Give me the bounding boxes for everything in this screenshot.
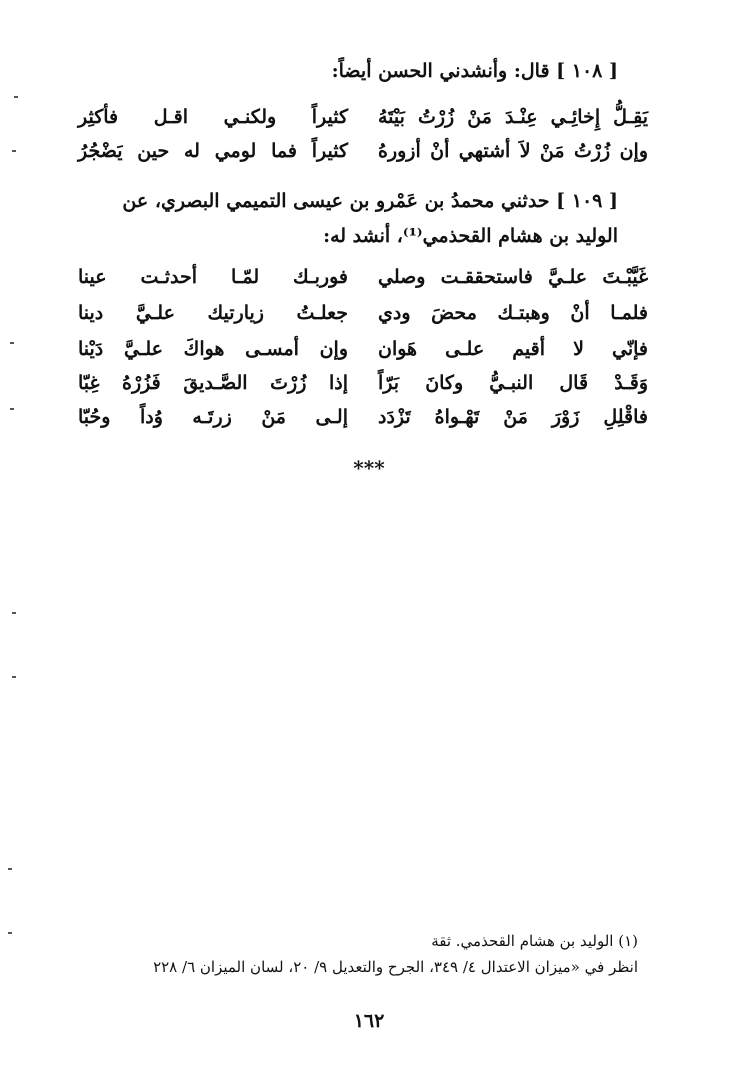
verse-109-1 — [78, 266, 648, 302]
scan-mark — [8, 868, 12, 870]
entry-108-heading: [ ١٠٨ ] قال: وأنشدني الحسن أيضاً: — [331, 60, 618, 82]
verse-first-hemistich: وإن زُرْتُ مَنْ لاَ أشتهي أنْ أزورهُ — [378, 140, 648, 162]
verse-109-4 — [78, 372, 648, 408]
footnote-line-2: انظر في «ميزان الاعتدال ٤/ ٣٤٩، الجرح والتعديل ٩/ ٢٠، لسان الميزان ٦/ ٢٢٨ — [153, 958, 638, 976]
verse-109-2 — [78, 302, 648, 338]
verse-108-1 — [78, 106, 648, 142]
scan-mark — [12, 676, 16, 678]
scan-mark — [8, 932, 12, 934]
verse-first-hemistich: فاقْلِلِ زَوْرَ مَنْ تَهْـواهُ تَزْدَد — [378, 406, 648, 428]
scan-mark — [10, 408, 14, 410]
verse-first-hemistich: وَقَـدْ قَال النبـيُّ وكانَ بَرّاً — [378, 372, 648, 394]
verse-108-2 — [78, 140, 648, 176]
verse-109-5 — [78, 406, 648, 442]
verse-first-hemistich: يَقِـلُّ إِخائِـي عِنْـدَ مَنْ زُرْتُ بَيْتَهُ — [378, 106, 648, 128]
page-number: ١٦٢ — [353, 1010, 385, 1032]
footnote-line-1: (١) الوليد بن هشام القحذمي. ثقة — [431, 932, 638, 950]
verse-first-hemistich: فإنّي لا أقيم علـى هَوان — [378, 338, 648, 360]
scan-mark — [12, 612, 16, 614]
verse-second-hemistich: كثيراً فما لومي له حين يَضْجُرُ — [78, 140, 348, 162]
verse-109-3 — [78, 338, 648, 374]
entry-109-heading-line1: [ ١٠٩ ] حدثني محمدُ بن عَمْرو بن عيسى التميمي البصري، عن — [122, 190, 618, 212]
section-divider: *** — [353, 456, 385, 480]
verse-second-hemistich: فوربـك لمّـا أحدثـت عينا — [78, 266, 348, 288]
verse-first-hemistich: غَيَّبْـتَ علـيَّ فاستحققـت وصلي — [378, 266, 648, 288]
verse-second-hemistich: جعلـتُ زيارتيك علـيَّ دينا — [78, 302, 348, 324]
verse-second-hemistich: وإن أمسـى هواكَ علـيَّ دَيْنا — [78, 338, 348, 360]
verse-first-hemistich: فلمـا أنْ وهبتـك محضَ ودي — [378, 302, 648, 324]
scan-mark — [12, 150, 16, 152]
verse-second-hemistich: كثيراً ولكنـي اقـل فأكثِر — [78, 106, 348, 128]
verse-second-hemistich: إلـى مَنْ زرتَـه وُداً وحُبّا — [78, 406, 348, 428]
entry-109-heading-line2: الوليد بن هشام القحذمي⁽¹⁾، أنشد له: — [323, 225, 618, 247]
scan-mark — [14, 96, 18, 98]
scan-mark — [10, 342, 14, 344]
verse-second-hemistich: إذا زُرْتَ الصَّـديقَ فَزُرْهُ غِبّا — [78, 372, 348, 394]
